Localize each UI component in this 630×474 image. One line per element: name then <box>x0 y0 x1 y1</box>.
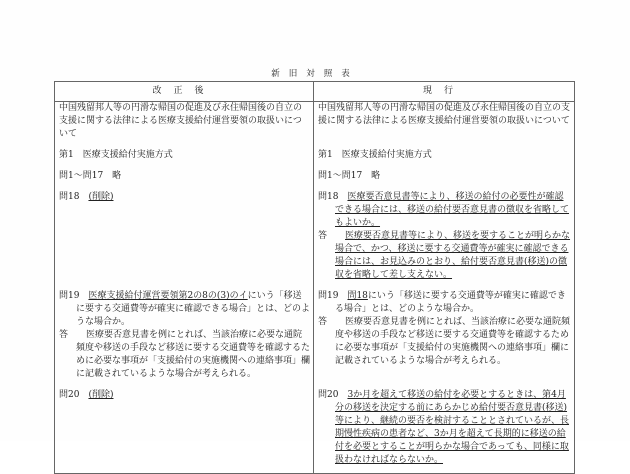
q-label: 問20 <box>59 390 89 400</box>
left-q18 <box>59 191 310 204</box>
a-label: 答 <box>318 231 346 241</box>
left-q19 <box>59 290 310 329</box>
left-q19-block <box>55 282 314 381</box>
q19-text: にいう「移送に要する交通費等が確実に確認できる場合」とは、どのような場合か。 <box>335 291 566 314</box>
right-q20-block <box>314 381 574 473</box>
q-label: 問18 <box>59 192 89 202</box>
left-section: 第1 医療支援給付実施方式 <box>55 141 314 162</box>
left-a19: 答 医療要否意見書を例にとれば、当該治療に必要な通院頻度や移送の手段など移送に要する交通費等を確認するために必要な事項が「支援給付の実施機関への連絡事項」欄に記載されているような場合が考えられる。 <box>59 330 311 379</box>
right-q20 <box>318 389 571 467</box>
right-intro: 中国残留邦人等の円滑な帰国の促進及び永住帰国後の自立の支援に関する法律による医療支援給付運営要領の取扱いについて <box>318 103 571 126</box>
deleted-mark: (削除) <box>88 192 114 202</box>
right-q19-block <box>314 282 574 381</box>
right-q18-block <box>314 183 574 282</box>
left-q1-17: 問1〜問17 略 <box>55 162 314 183</box>
left-q20 <box>59 389 310 402</box>
q20-text: 3か月を超えて移送の給付を必要とするときは、第4月分の移送を決定する前にあらかじめ給付要否意見書(移送)等により、継続の要否を検討することとされているが、長期慢性疾病の患者など、3か月を超えて長期的に移送の給付を必要とすることが明らかな場合であっても、同様に取扱わなければならないか。 <box>335 390 570 465</box>
header-revised: 改正後 <box>55 82 314 102</box>
q18-text: 医療要否意見書等により、移送の給付の必要性が確認できる場合には、移送の給付要否意見書の徴収を省略してもよいか。 <box>335 192 570 228</box>
right-a19: 答 医療要否意見書を例にとれば、当該治療に必要な通院頻度や移送の手段など移送に要する交通費等を確認するために必要な事項が「支援給付の実施機関への連絡事項」欄に記載されているような場合が考えられる。 <box>318 317 571 366</box>
q-label: 問20 <box>318 390 348 400</box>
right-q19 <box>318 290 571 316</box>
document-title: 新旧対照表 <box>271 69 359 79</box>
left-intro: 中国残留邦人等の円滑な帰国の促進及び永住帰国後の自立の支援に関する法律による医療支援給付運営要領の取扱いについて <box>55 102 314 141</box>
a18-text: 医療要否意見書等により、移送を要することが明らかな場合で、かつ、移送に要する交通費等が確実に確認できる場合には、お見込みのとおり、給付要否意見書(移送)の徴収を省略して差し支えない。 <box>335 231 571 280</box>
q19-changed-text: 医療支援給付運営要領第2の8の(3)のイ <box>88 291 248 301</box>
right-a18 <box>318 230 571 282</box>
q19-changed-text: 問18 <box>347 291 368 301</box>
right-q1-17: 問1〜問17 略 <box>318 171 381 181</box>
deleted-mark: (削除) <box>88 390 114 400</box>
comparison-table <box>54 81 575 474</box>
q-label: 問19 <box>318 291 348 301</box>
q-label: 問19 <box>59 291 89 301</box>
q-label: 問18 <box>318 192 348 202</box>
q19-text: にいう「移送に要する交通費等が確実に確認できる場合」とは、どのような場合か。 <box>76 291 311 327</box>
right-section: 第1 医療支援給付実施方式 <box>318 150 432 160</box>
left-q20-block <box>55 381 314 473</box>
right-q18 <box>318 191 571 230</box>
header-current: 現行 <box>314 82 574 102</box>
left-q18-block <box>55 183 314 282</box>
